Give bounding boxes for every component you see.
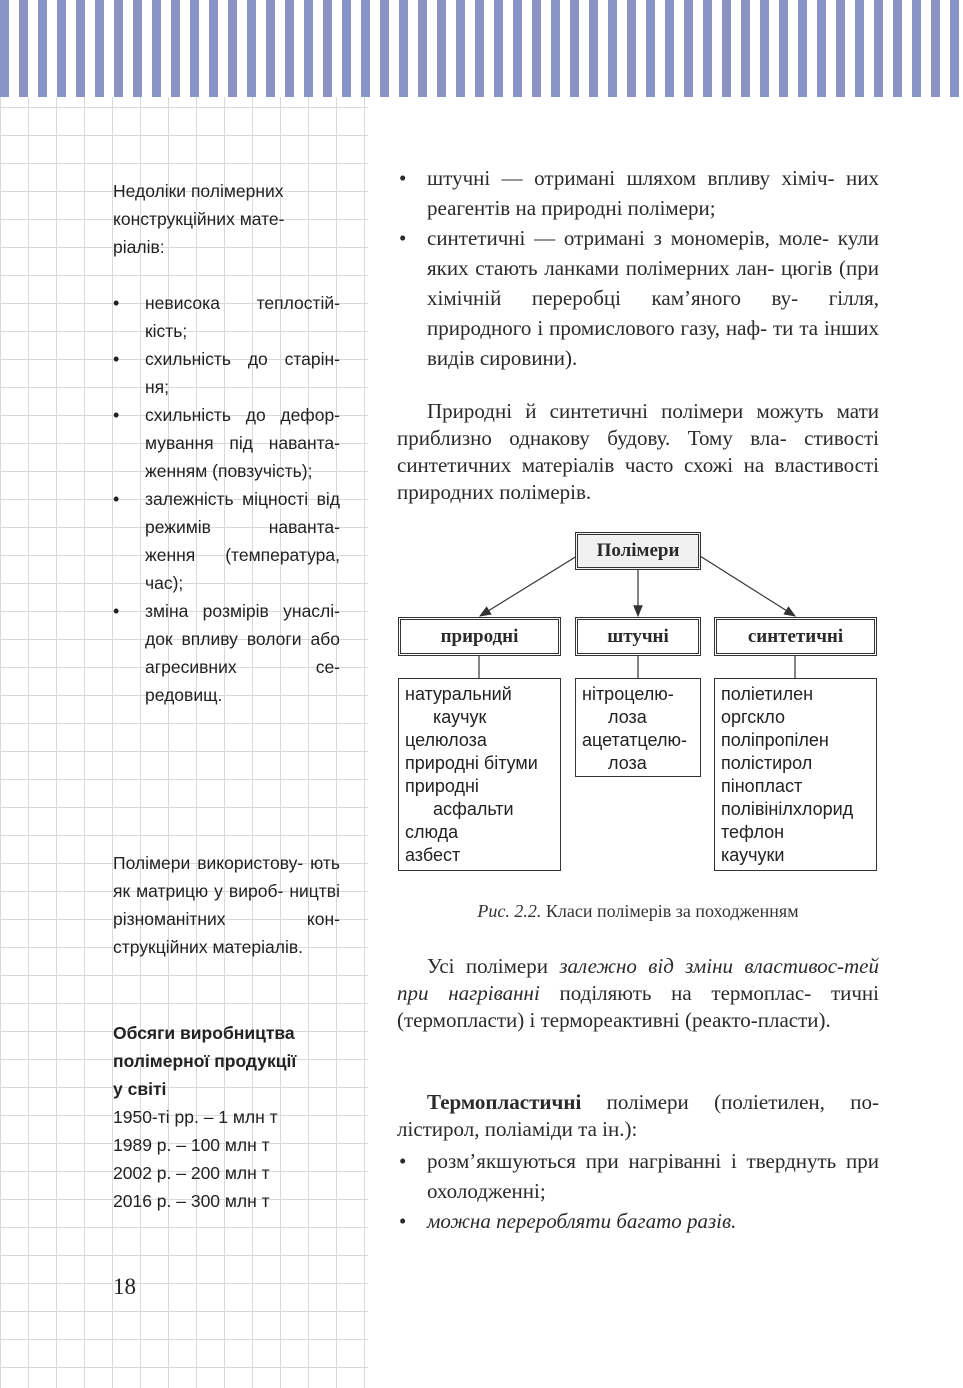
artificial-items: нітроцелю- лоза ацетатцелю- лоза — [575, 678, 701, 777]
header-stripes — [0, 0, 963, 97]
production-row: 2016 р. – 300 млн т — [113, 1191, 270, 1211]
production-title: Обсяги виробництва полімерної продукції у світі — [113, 1023, 297, 1099]
main-bottom-bullets — [397, 1146, 879, 1236]
drawbacks-list — [113, 289, 340, 709]
page-number: 18 — [113, 1274, 136, 1299]
list-item: • залежність міцності від режимів наванта- ження (температура, час); — [113, 485, 340, 597]
list-item: • невисока теплостій- кість; — [113, 289, 340, 345]
main-paragraph-3: Термопластичні полімери (поліетилен, по-лістирол, поліаміди та ін.): — [397, 1090, 879, 1141]
sidebar-production — [113, 1019, 340, 1215]
list-item: • схильність до старін- ня; — [113, 345, 340, 401]
list-item: • зміна розмірів унаслі- док впливу вологи або агресивних се- редовищ. — [113, 597, 340, 709]
list-item: • розм’якшуються при нагріванні і тверднуть при охолодженні; — [397, 1146, 879, 1206]
arrow-synthetic — [700, 556, 795, 616]
drawbacks-title — [113, 177, 340, 261]
drawbacks-title-line: Недоліки полімерних — [113, 181, 284, 201]
drawbacks-title-line: ріалів: — [113, 237, 165, 257]
list-item: • штучні — отримані шляхом впливу хіміч- них реагентів на природні полімери; — [397, 163, 879, 223]
polymer-classes-diagram — [397, 530, 879, 875]
sidebar-drawbacks — [113, 177, 340, 709]
natural-items: натуральний каучук целюлоза природні бітуми природні асфальти слюда азбест — [398, 678, 561, 871]
root-node: Полімери — [575, 532, 701, 570]
list-item: • синтетичні — отримані з мономерів, моле- кули яких стають ланками полімерних лан- цюгів (при хімічній переробці кам’яного ву- гілля, природного і промислового газу, наф- ти та інших видів сировини). — [397, 223, 879, 373]
class-node-artificial: штучні — [575, 617, 701, 656]
list-item: • можна переробляти багато разів. — [397, 1206, 879, 1236]
synthetic-items: поліетилен оргскло поліпропілен полістирол пінопласт полівінілхлорид тефлон каучуки — [714, 678, 877, 871]
main-paragraph-1: Природні й синтетичні полімери можуть мати приблизно однакову будову. Тому вла- стивості синтетичних матеріалів часто схожі на властивості природних полімерів. — [397, 399, 879, 504]
production-row: 2002 р. – 200 млн т — [113, 1163, 270, 1183]
drawbacks-title-line: конструкційних мате- — [113, 209, 285, 229]
main-paragraph-2: Усі полімери залежно від зміни властивос-тей при нагріванні поділяють на термоплас- тичні (термопласти) і термореактивні (реакто-пласти). — [397, 954, 880, 1032]
production-row: 1950-ті рр. – 1 млн т — [113, 1107, 278, 1127]
class-node-synthetic: синтетичні — [714, 617, 877, 656]
class-node-natural: природні — [398, 617, 561, 656]
figure-caption: Рис. 2.2. Класи полімерів за походженням — [477, 901, 799, 921]
production-row: 1989 р. – 100 млн т — [113, 1135, 270, 1155]
arrow-natural — [480, 556, 577, 616]
sidebar-usage-note: Полімери використову- ють як матрицю у вироб- ництві різноманітних кон- струкційних матеріалів. — [113, 853, 340, 957]
main-top-bullets — [397, 163, 879, 373]
list-item: • схильність до дефор- мування під наванта- женням (повзучість); — [113, 401, 340, 485]
